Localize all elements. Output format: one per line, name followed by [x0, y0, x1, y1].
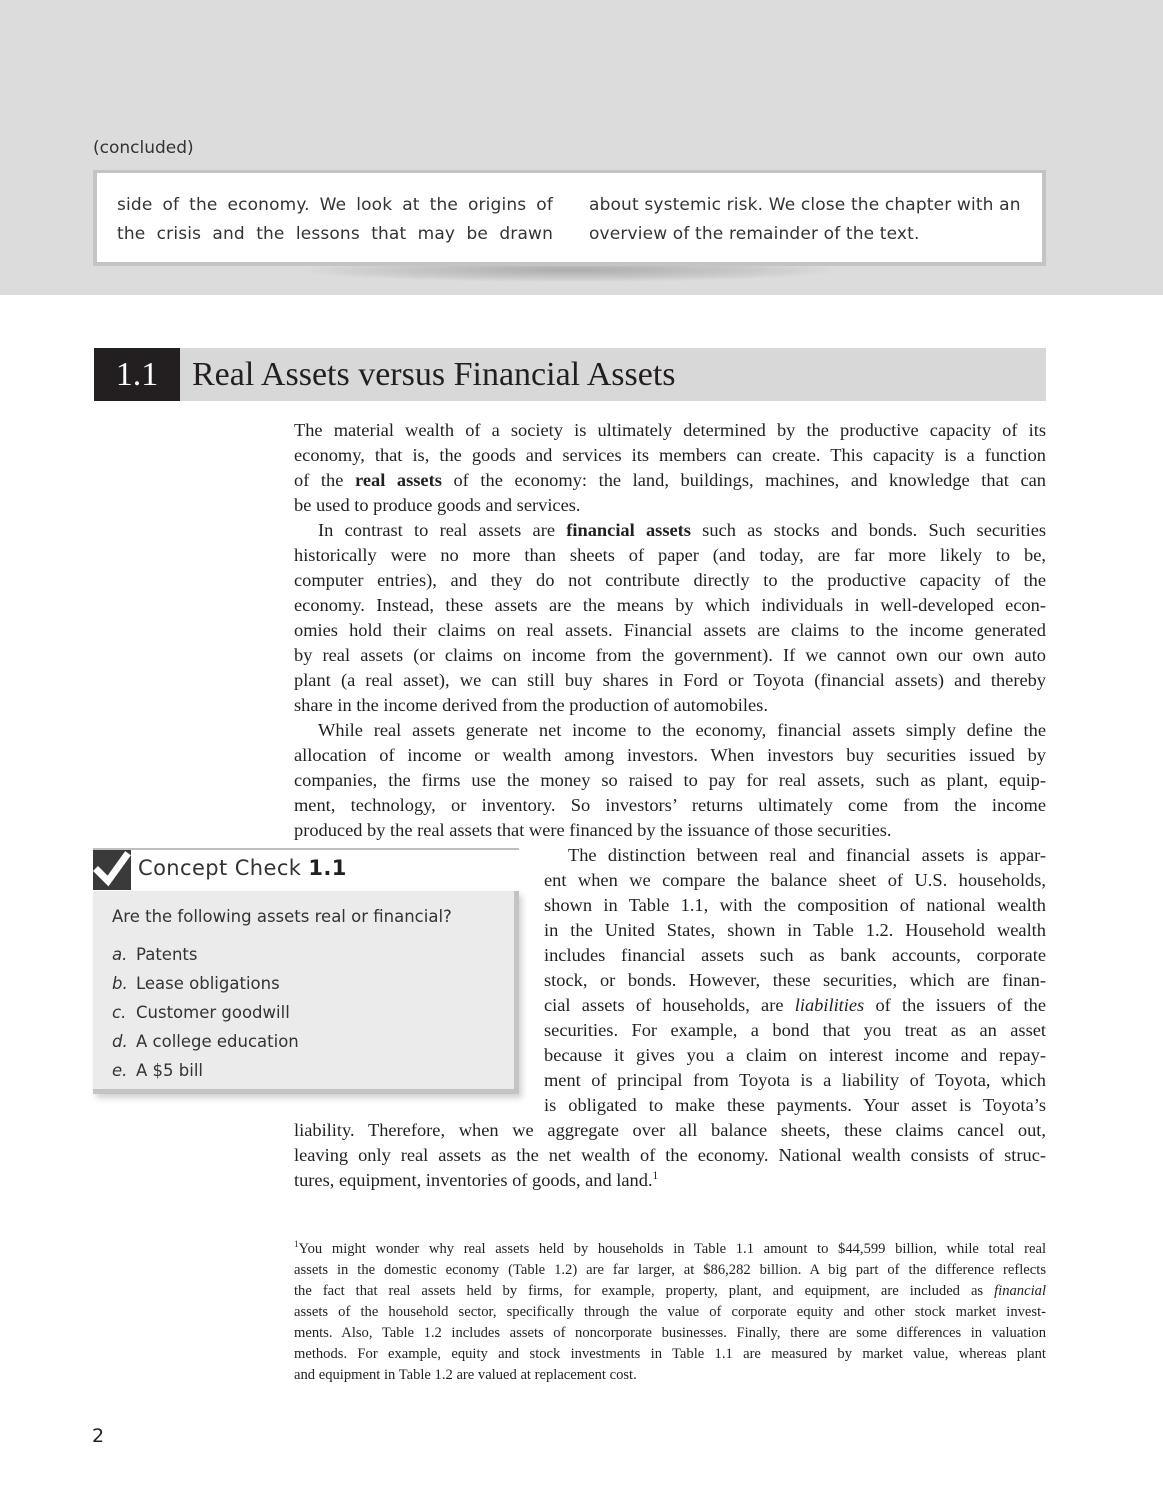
text-line: share in the income derived from the production of automobiles.	[294, 695, 768, 715]
text-line: allocation of income or wealth among investors. When investors buy securities issued by	[294, 745, 1046, 765]
text-line: cial assets of households, are liabilities of the issuers of the	[544, 995, 1046, 1015]
text-line: economy, that is, the goods and services its members can create. This capacity is a function	[294, 445, 1046, 465]
text-line: tures, equipment, inventories of goods, and land.$^1$	[294, 1169, 659, 1190]
list-item: c. Customer goodwill	[112, 1003, 290, 1022]
text-line: includes financial assets such as bank accounts, corporate	[544, 945, 1046, 965]
term-financial-assets: financial assets	[566, 520, 691, 540]
text-line: The distinction between real and financial assets is appar-	[568, 845, 1046, 865]
concept-check-title: Concept Check 1.1	[138, 856, 347, 880]
footnote-reference[interactable]: 1	[652, 1169, 659, 1182]
body-paragraph-wrapped	[544, 843, 1046, 1118]
text-line: plant (a real asset), we can still buy shares in Ford or Toyota (financial assets) and thereby	[294, 670, 1046, 690]
text-line: $^1$You might wonder why real assets held by households in Table 1.1 amount to $44,599 billion, while total real	[294, 1239, 1046, 1257]
list-item: d. A college education	[112, 1032, 299, 1051]
section-heading	[94, 348, 1046, 401]
text-line: ments. Also, Table 1.2 includes assets of noncorporate businesses. Finally, there are some differences in valuation	[294, 1325, 1046, 1341]
footnote-mark: 1	[294, 1239, 299, 1250]
list-item: b. Lease obligations	[112, 974, 280, 993]
term-liabilities: liabilities	[794, 995, 865, 1015]
section-number: 1.1	[94, 348, 180, 401]
text-line: leaving only real assets as the net wealth of the economy. National wealth consists of struc-	[294, 1145, 1046, 1165]
text-line: assets of the household sector, specifically through the value of corporate equity and other stock market invest-	[294, 1304, 1046, 1320]
footnote	[294, 1239, 1046, 1386]
text-line: economy. Instead, these assets are the means by which individuals in well-developed econ-	[294, 595, 1046, 615]
text-line: historically were no more than sheets of paper (and today, are far more likely to be,	[294, 545, 1046, 565]
checkmark-icon	[93, 850, 131, 890]
text-line: in the United States, shown in Table 1.2. Household wealth	[544, 920, 1046, 940]
text-line: companies, the firms use the money so raised to pay for real assets, such as plant, equip-	[294, 770, 1046, 790]
text-line: liability. Therefore, when we aggregate over all balance sheets, these claims cancel out,	[294, 1120, 1046, 1140]
text-line: and equipment in Table 1.2 are valued at replacement cost.	[294, 1367, 637, 1383]
text-line: of the real assets of the economy: the land, buildings, machines, and knowledge that can	[294, 470, 1046, 490]
intro-line: side of the economy. We look at the origins of	[117, 195, 553, 215]
intro-right-column	[589, 191, 1027, 249]
concept-check-list	[112, 944, 299, 1089]
text-line: by real assets (or claims on income from the government). If we cannot own our own auto	[294, 645, 1046, 665]
list-item: e. A $5 bill	[112, 1061, 203, 1080]
text-line: the fact that real assets held by firms, for example, property, plant, and equipment, are included as financial	[294, 1283, 1046, 1299]
concept-check-box	[93, 891, 519, 1094]
text-line: produced by the real assets that were financed by the issuance of those securities.	[294, 820, 892, 840]
intro-line: overview of the remainder of the text.	[589, 224, 920, 244]
intro-left-column	[117, 191, 553, 249]
text-line: shown in Table 1.1, with the composition of national wealth	[544, 895, 1046, 915]
text-line: The material wealth of a society is ultimately determined by the productive capacity of its	[294, 420, 1046, 440]
intro-line: about systemic risk. We close the chapter with an	[589, 195, 1021, 215]
text-line: computer entries), and they do not contribute directly to the productive capacity of the	[294, 570, 1046, 590]
text-line: be used to produce goods and services.	[294, 495, 581, 515]
concluded-label: (concluded)	[93, 138, 194, 158]
list-item: a. Patents	[112, 945, 198, 964]
text-line: methods. For example, equity and stock investments in Table 1.1 are measured by market value, whereas plant	[294, 1346, 1046, 1362]
text-line: stock, or bonds. However, these securities, which are finan-	[544, 970, 1046, 990]
text-line: ent when we compare the balance sheet of U.S. households,	[544, 870, 1046, 890]
concept-check-header	[93, 848, 519, 890]
text-line: While real assets generate net income to the economy, financial assets simply define the	[318, 720, 1046, 740]
text-line: ment of principal from Toyota is a liability of Toyota, which	[544, 1070, 1046, 1090]
body-paragraph-continued	[294, 1118, 1046, 1193]
text-line: ment, technology, or inventory. So investors’ returns ultimately come from the income	[294, 795, 1046, 815]
text-line: is obligated to make these payments. Your asset is Toyota’s	[544, 1095, 1046, 1115]
page-number: 2	[92, 1425, 105, 1447]
text-line: securities. For example, a bond that you treat as an asset	[544, 1020, 1046, 1040]
text-line: omies hold their claims on real assets. Financial assets are claims to the income generated	[294, 620, 1046, 640]
text-line: In contrast to real assets are financial assets such as stocks and bonds. Such securities	[318, 520, 1047, 540]
text-line: because it gives you a claim on interest income and repay-	[544, 1045, 1046, 1065]
chapter-intro-box	[93, 170, 1046, 266]
concept-check-question: Are the following assets real or financial?	[112, 907, 452, 926]
text-line: assets in the domestic economy (Table 1.2) are far larger, at $86,282 billion. A big part of the difference reflects	[294, 1262, 1046, 1278]
section-title: Real Assets versus Financial Assets	[192, 356, 676, 393]
term-real-assets: real assets	[355, 470, 442, 490]
intro-line: the crisis and the lessons that may be drawn	[117, 224, 553, 244]
body-paragraphs-upper	[294, 418, 1046, 843]
